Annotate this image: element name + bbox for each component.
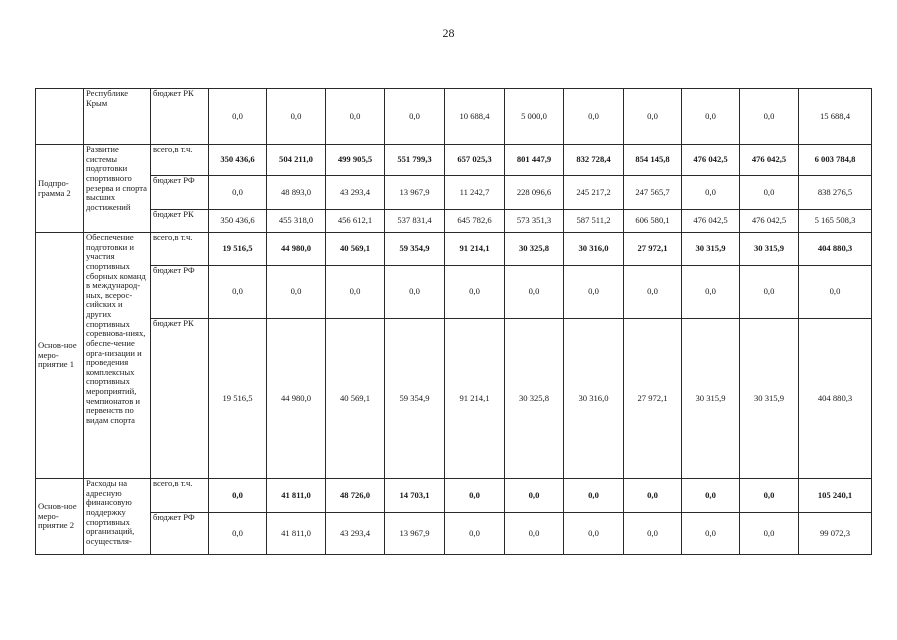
value-cell: 0,0 [209, 513, 267, 555]
funding-source-cell: бюджет РК [151, 319, 209, 479]
value-cell: 19 516,5 [209, 233, 267, 266]
value-cell: 0,0 [209, 479, 267, 513]
value-cell: 0,0 [682, 89, 740, 145]
value-cell: 0,0 [682, 479, 740, 513]
funding-source-cell: всего,в т.ч. [151, 145, 209, 176]
table-row [36, 266, 872, 319]
total-value-cell: 0,0 [799, 266, 872, 319]
value-cell: 43 293,4 [326, 513, 385, 555]
value-cell: 0,0 [209, 266, 267, 319]
funding-source-cell: всего,в т.ч. [151, 233, 209, 266]
value-cell: 10 688,4 [445, 89, 505, 145]
value-cell: 48 893,0 [267, 176, 326, 210]
value-cell: 0,0 [445, 513, 505, 555]
value-cell: 0,0 [505, 513, 564, 555]
value-cell: 13 967,9 [385, 513, 445, 555]
value-cell: 30 315,9 [740, 233, 799, 266]
value-cell: 0,0 [740, 513, 799, 555]
value-cell: 0,0 [209, 176, 267, 210]
measure-name-cell: Республике Крым [84, 89, 151, 145]
total-value-cell: 5 165 508,3 [799, 210, 872, 233]
value-cell: 13 967,9 [385, 176, 445, 210]
value-cell: 30 316,0 [564, 233, 624, 266]
total-value-cell: 15 688,4 [799, 89, 872, 145]
value-cell: 455 318,0 [267, 210, 326, 233]
value-cell: 0,0 [267, 89, 326, 145]
total-value-cell: 99 072,3 [799, 513, 872, 555]
total-value-cell: 6 003 784,8 [799, 145, 872, 176]
value-cell: 19 516,5 [209, 319, 267, 479]
value-cell: 551 799,3 [385, 145, 445, 176]
value-cell: 40 569,1 [326, 319, 385, 479]
value-cell: 27 972,1 [624, 233, 682, 266]
funding-source-cell: всего,в т.ч. [151, 479, 209, 513]
total-value-cell: 404 880,3 [799, 233, 872, 266]
value-cell: 14 703,1 [385, 479, 445, 513]
value-cell: 0,0 [505, 479, 564, 513]
page-number: 28 [442, 26, 455, 40]
value-cell: 41 811,0 [267, 513, 326, 555]
table-row [36, 233, 872, 266]
value-cell: 0,0 [740, 266, 799, 319]
value-cell: 606 580,1 [624, 210, 682, 233]
value-cell: 44 980,0 [267, 233, 326, 266]
funding-source-cell: бюджет РК [151, 89, 209, 145]
total-value-cell: 404 880,3 [799, 319, 872, 479]
total-value-cell: 105 240,1 [799, 479, 872, 513]
value-cell: 0,0 [564, 89, 624, 145]
value-cell: 476 042,5 [682, 145, 740, 176]
value-cell: 43 293,4 [326, 176, 385, 210]
value-cell: 5 000,0 [505, 89, 564, 145]
measure-name-cell: Обеспечение подготовки и участия спортивных сборных команд в международ-ных, всерос-сийских и других спортивных соревнова-ниях, обеспе-чение орга-низации и проведения комплексных спортивных мероприятий, чемпионатов и первенств по видам спорта [84, 233, 151, 479]
measure-name-cell: Расходы на адресную финансовую поддержку спортивных организаций, осуществля- [84, 479, 151, 555]
value-cell: 0,0 [682, 176, 740, 210]
funding-source-cell: бюджет РФ [151, 513, 209, 555]
value-cell: 350 436,6 [209, 145, 267, 176]
value-cell: 504 211,0 [267, 145, 326, 176]
value-cell: 0,0 [385, 89, 445, 145]
value-cell: 30 316,0 [564, 319, 624, 479]
value-cell: 537 831,4 [385, 210, 445, 233]
value-cell: 0,0 [624, 266, 682, 319]
value-cell: 0,0 [445, 479, 505, 513]
value-cell: 48 726,0 [326, 479, 385, 513]
value-cell: 0,0 [445, 266, 505, 319]
value-cell: 0,0 [564, 266, 624, 319]
value-cell: 0,0 [624, 513, 682, 555]
value-cell: 0,0 [209, 89, 267, 145]
value-cell: 854 145,8 [624, 145, 682, 176]
measure-name-cell: Развитие системы подготовки спортивного резерва и спорта высших достижений [84, 145, 151, 233]
value-cell: 59 354,9 [385, 233, 445, 266]
value-cell: 0,0 [385, 266, 445, 319]
value-cell: 228 096,6 [505, 176, 564, 210]
value-cell: 832 728,4 [564, 145, 624, 176]
table-row [36, 319, 872, 479]
value-cell: 30 325,8 [505, 319, 564, 479]
total-value-cell: 838 276,5 [799, 176, 872, 210]
value-cell: 0,0 [564, 479, 624, 513]
value-cell: 456 612,1 [326, 210, 385, 233]
value-cell: 0,0 [624, 89, 682, 145]
value-cell: 573 351,3 [505, 210, 564, 233]
table-row [36, 176, 872, 210]
value-cell: 0,0 [564, 513, 624, 555]
value-cell: 476 042,5 [682, 210, 740, 233]
funding-source-cell: бюджет РК [151, 210, 209, 233]
value-cell: 0,0 [682, 513, 740, 555]
value-cell: 350 436,6 [209, 210, 267, 233]
value-cell: 30 315,9 [682, 319, 740, 479]
funding-source-cell: бюджет РФ [151, 176, 209, 210]
value-cell: 0,0 [740, 176, 799, 210]
value-cell: 41 811,0 [267, 479, 326, 513]
table-row [36, 479, 872, 513]
value-cell: 0,0 [624, 479, 682, 513]
value-cell: 587 511,2 [564, 210, 624, 233]
value-cell: 59 354,9 [385, 319, 445, 479]
table-row [36, 145, 872, 176]
value-cell: 30 315,9 [682, 233, 740, 266]
value-cell: 499 905,5 [326, 145, 385, 176]
value-cell: 91 214,1 [445, 319, 505, 479]
value-cell: 0,0 [740, 479, 799, 513]
value-cell: 476 042,5 [740, 145, 799, 176]
value-cell: 657 025,3 [445, 145, 505, 176]
value-cell: 30 315,9 [740, 319, 799, 479]
category-cell: Основ-ное меро-приятие 1 [36, 233, 84, 479]
value-cell: 11 242,7 [445, 176, 505, 210]
category-cell: Подпро-грамма 2 [36, 145, 84, 233]
value-cell: 44 980,0 [267, 319, 326, 479]
value-cell: 0,0 [740, 89, 799, 145]
value-cell: 27 972,1 [624, 319, 682, 479]
value-cell: 476 042,5 [740, 210, 799, 233]
value-cell: 0,0 [682, 266, 740, 319]
value-cell: 0,0 [326, 89, 385, 145]
value-cell: 245 217,2 [564, 176, 624, 210]
budget-table [35, 88, 872, 555]
value-cell: 40 569,1 [326, 233, 385, 266]
value-cell: 0,0 [267, 266, 326, 319]
value-cell: 91 214,1 [445, 233, 505, 266]
value-cell: 30 325,8 [505, 233, 564, 266]
value-cell: 0,0 [326, 266, 385, 319]
table-row [36, 513, 872, 555]
value-cell: 0,0 [505, 266, 564, 319]
category-cell: Основ-ное меро-приятие 2 [36, 479, 84, 555]
table-row [36, 210, 872, 233]
funding-source-cell: бюджет РФ [151, 266, 209, 319]
table-row [36, 89, 872, 145]
value-cell: 801 447,9 [505, 145, 564, 176]
value-cell: 247 565,7 [624, 176, 682, 210]
category-cell [36, 89, 84, 145]
value-cell: 645 782,6 [445, 210, 505, 233]
